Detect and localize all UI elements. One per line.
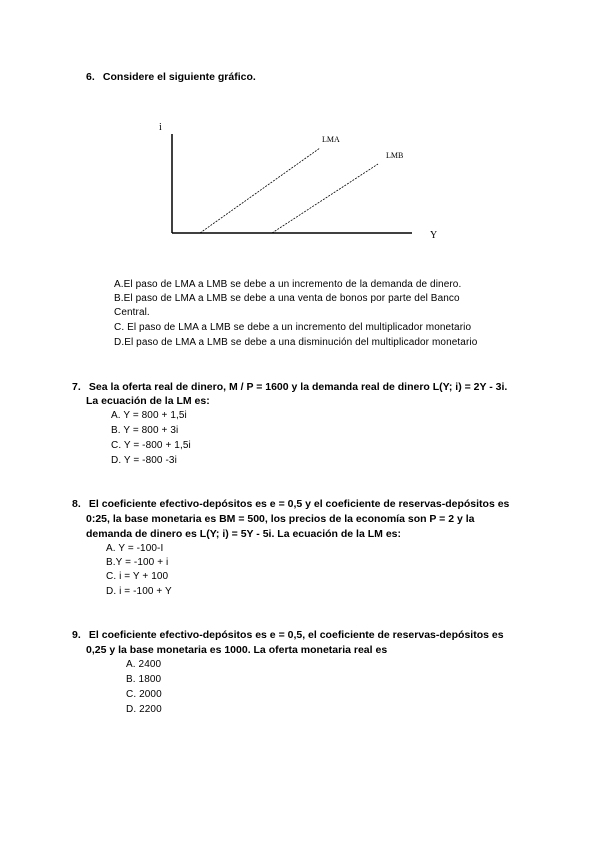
q8-option-a: A. Y = -100-I bbox=[106, 543, 164, 554]
question-8-text-3: demanda de dinero es L(Y; i) = 5Y - 5i. La ecuación de la LM es: bbox=[86, 528, 401, 540]
question-9-text-2: 0,25 y la base monetaria es 1000. La oferta monetaria real es bbox=[86, 644, 388, 656]
question-7-number: 7. bbox=[72, 381, 81, 393]
q6-option-c: C. El paso de LMA a LMB se debe a un incremento del multiplicador monetario bbox=[114, 322, 472, 333]
lm-graph bbox=[150, 118, 450, 248]
q8-option-b: B.Y = -100 + i bbox=[106, 557, 169, 568]
question-8-number: 8. bbox=[72, 498, 81, 510]
q9-option-c: C. 2000 bbox=[126, 689, 162, 700]
q9-option-d: D. 2200 bbox=[126, 704, 162, 715]
question-9-number: 9. bbox=[72, 629, 81, 641]
q6-option-b-cont: Central. bbox=[114, 307, 150, 318]
q6-option-d: D.El paso de LMA a LMB se debe a una disminución del multiplicador monetario bbox=[114, 337, 478, 348]
q7-option-b: B. Y = 800 + 3i bbox=[111, 425, 179, 436]
question-6-title bbox=[86, 70, 256, 85]
question-9-title bbox=[72, 628, 504, 643]
question-7-text-2: La ecuación de la LM es: bbox=[86, 395, 210, 407]
question-8-text: El coeficiente efectivo-depósitos es e = 0,5 y el coeficiente de reservas-depósitos es bbox=[88, 498, 510, 510]
q8-option-d: D. i = -100 + Y bbox=[106, 586, 172, 597]
question-7-text: Sea la oferta real de dinero, M / P = 1600 y la demanda real de dinero L(Y; i) = 2Y - 3i. bbox=[88, 381, 508, 393]
question-7-title bbox=[72, 380, 507, 395]
q6-option-a: A.El paso de LMA a LMB se debe a un incremento de la demanda de dinero. bbox=[114, 279, 462, 290]
curve-lma bbox=[200, 148, 320, 233]
question-8-text-2: 0:25, la base monetaria es BM = 500, los precios de la economía son P = 2 y la bbox=[86, 513, 475, 525]
curve-lmb bbox=[272, 164, 378, 233]
q9-option-b: B. 1800 bbox=[126, 674, 162, 685]
question-8-title bbox=[72, 497, 509, 512]
y-axis-label: i bbox=[159, 122, 162, 133]
q7-option-a: A. Y = 800 + 1,5i bbox=[111, 410, 187, 421]
curve-lma-label: LMA bbox=[322, 135, 340, 144]
curve-lmb-label: LMB bbox=[386, 151, 404, 160]
q9-option-a: A. 2400 bbox=[126, 659, 162, 670]
q7-option-d: D. Y = -800 -3i bbox=[111, 455, 177, 466]
question-9-text: El coeficiente efectivo-depósitos es e = 0,5, el coeficiente de reservas-depósitos es bbox=[88, 629, 504, 641]
x-axis-label: Y bbox=[430, 230, 438, 241]
question-6-number: 6. bbox=[86, 71, 95, 83]
question-6-text: Considere el siguiente gráfico. bbox=[102, 71, 256, 83]
q7-option-c: C. Y = -800 + 1,5i bbox=[111, 440, 191, 451]
q6-option-b: B.El paso de LMA a LMB se debe a una venta de bonos por parte del Banco bbox=[114, 293, 460, 304]
q8-option-c: C. i = Y + 100 bbox=[106, 571, 169, 582]
